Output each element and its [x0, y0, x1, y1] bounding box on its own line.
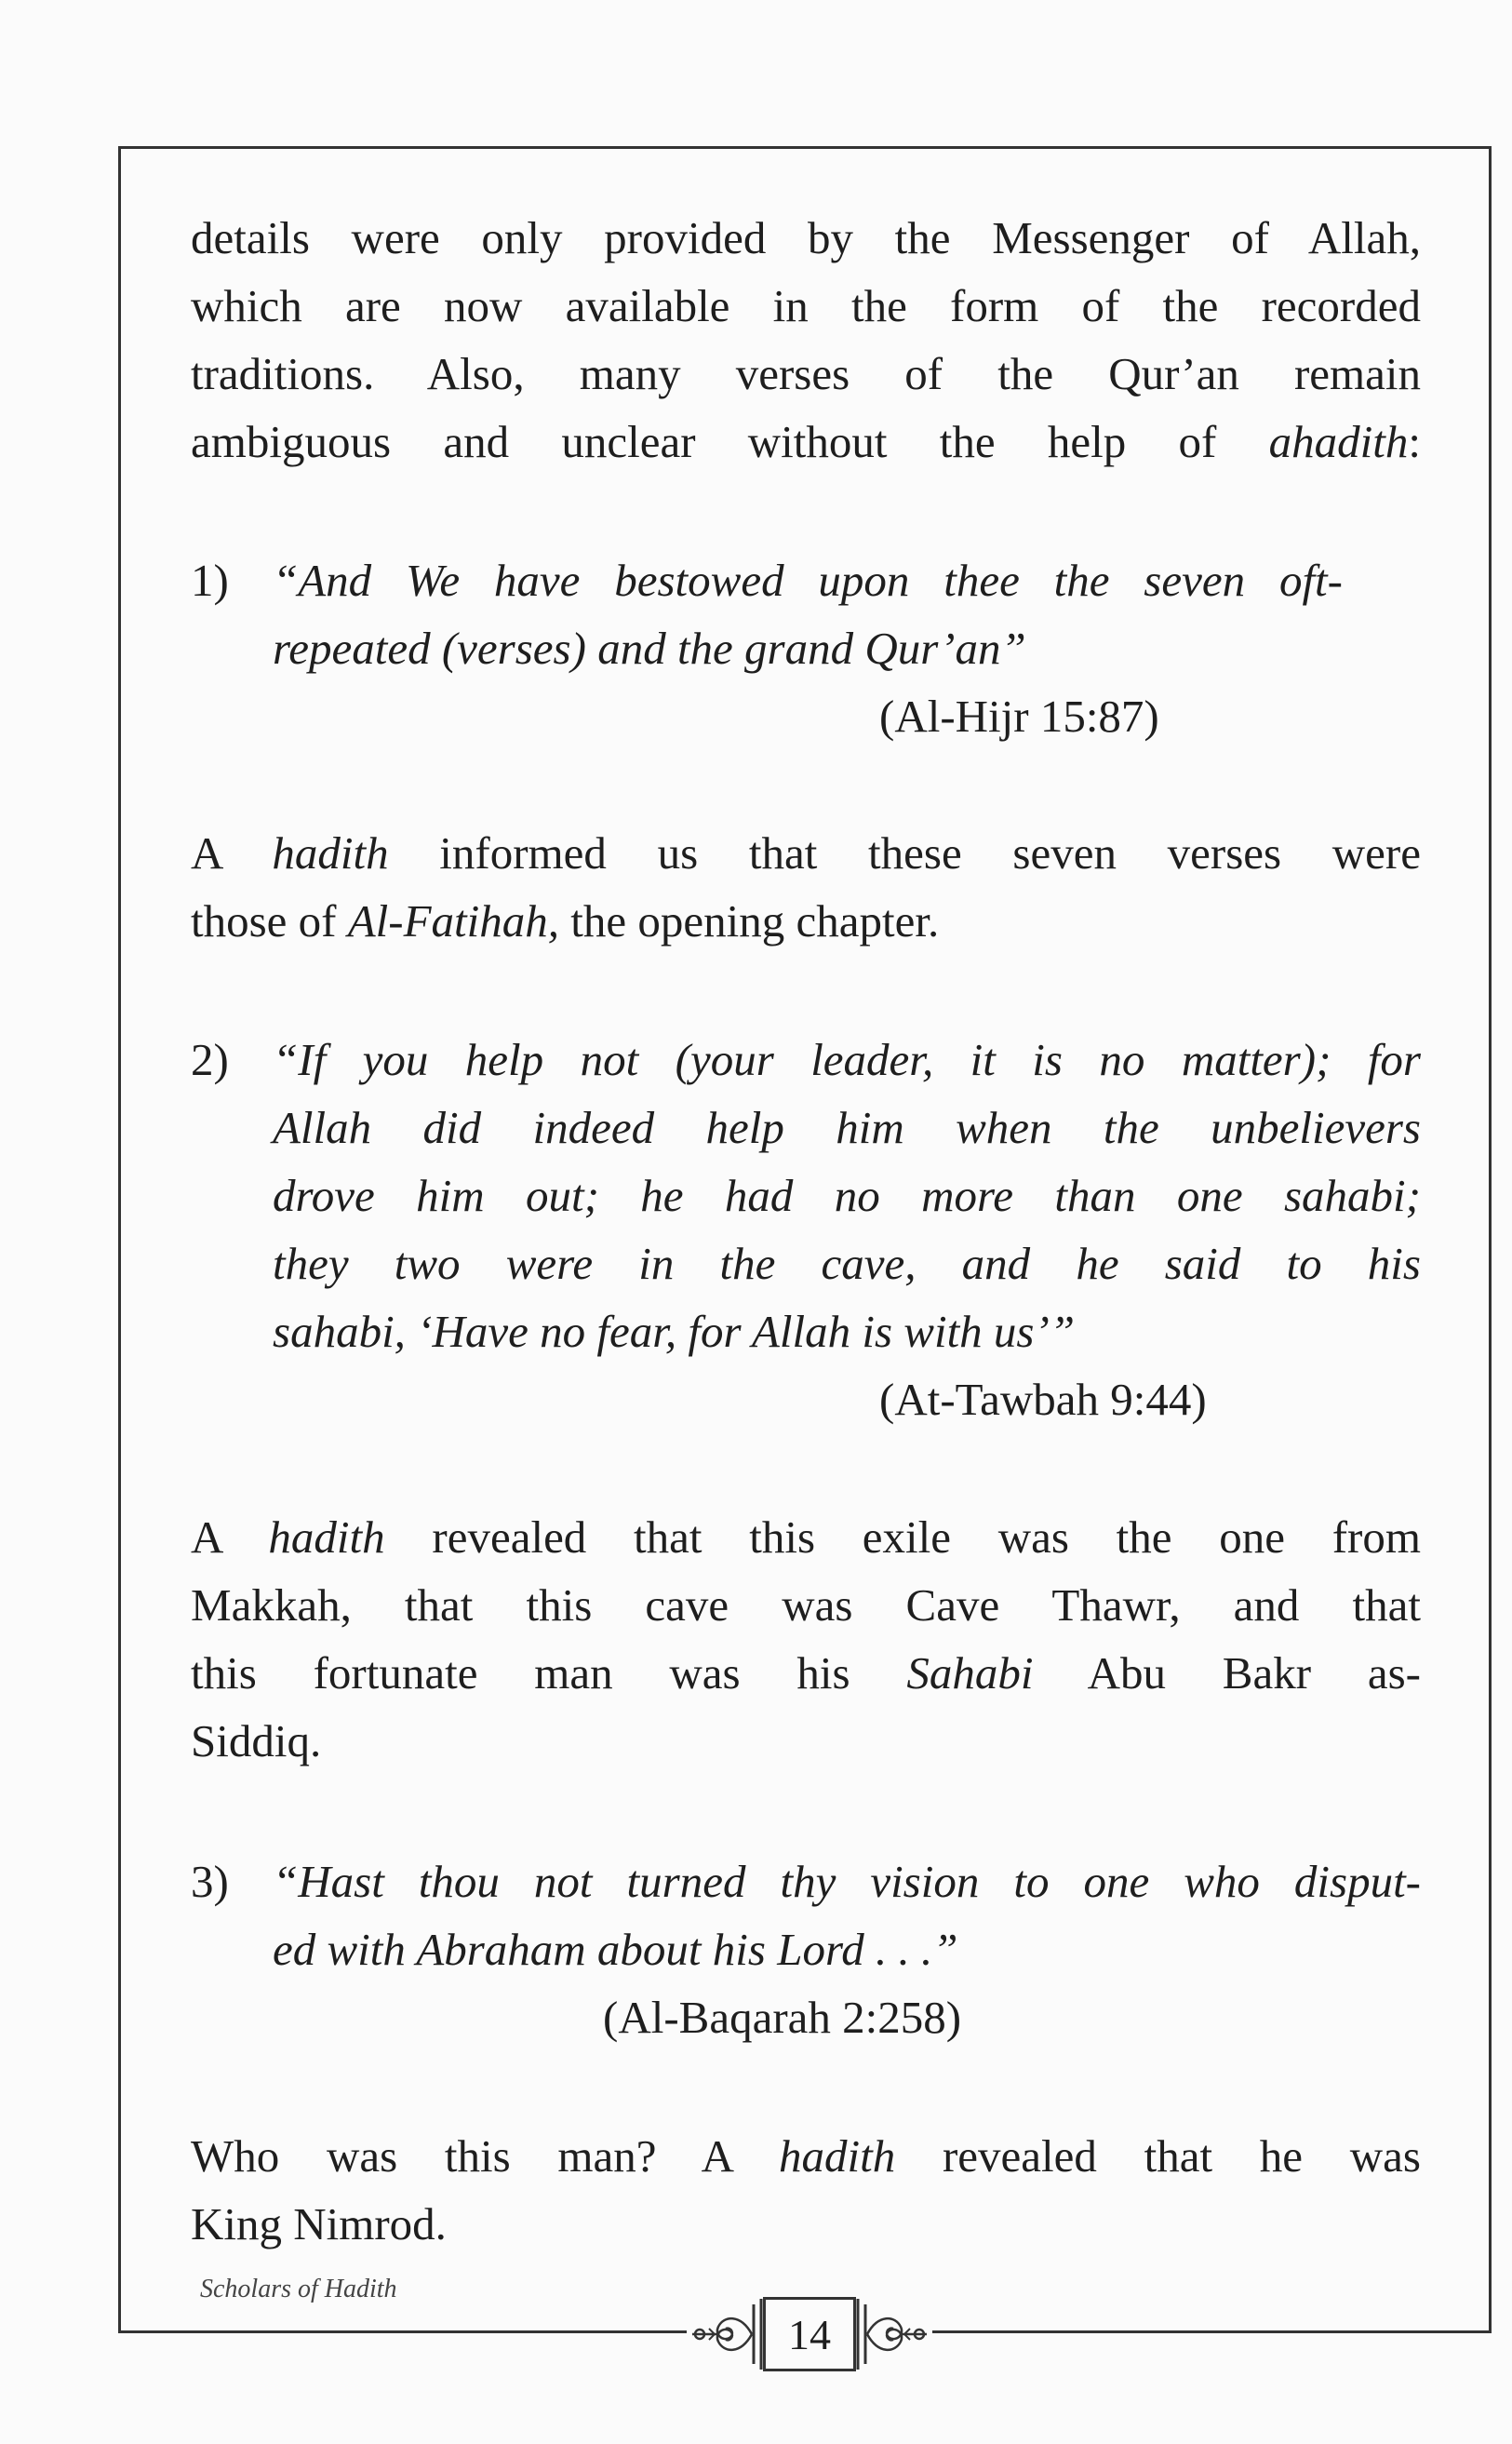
- quote-2: [191, 1026, 1421, 1433]
- emphasis: hadith: [778, 2130, 896, 2182]
- left-ornament-icon: [687, 2295, 763, 2373]
- text-line: Siddiq.: [191, 1715, 322, 1766]
- text-line: details were only provided by the Messenger of Allah,: [191, 212, 1421, 263]
- quote-line: drove him out; he had no more than one sahabi;: [273, 1170, 1421, 1221]
- verse-reference: (Al-Baqarah 2:258): [603, 1992, 962, 2043]
- quote-line: Allah did indeed help him when the unbelievers: [273, 1102, 1421, 1153]
- paragraph-3: [191, 1503, 1421, 1775]
- quote-line: ed with Abraham about his Lord . . .”: [273, 1924, 958, 1975]
- text-run: revealed that this exile was the one from: [384, 1511, 1421, 1563]
- emphasis: ahadith: [1268, 416, 1409, 467]
- text-run: Abu Bakr as-: [1033, 1647, 1421, 1699]
- quote-line: sahabi, ‘Have no fear, for Allah is with us’”: [273, 1306, 1076, 1357]
- paragraph-2: [191, 819, 1421, 955]
- text-line: [191, 887, 1421, 955]
- text-line: [191, 1639, 1421, 1707]
- quote-line: repeated (verses) and the grand Qur’an”: [273, 623, 1026, 674]
- text-line: [191, 819, 1421, 887]
- quote-3: [191, 1847, 1421, 2051]
- text-line: [191, 2122, 1421, 2190]
- text-run: those of: [191, 895, 348, 947]
- text-run: ambiguous and unclear without the help of: [191, 416, 1269, 467]
- text-run: informed us that these seven verses were: [388, 827, 1421, 879]
- text-run: :: [1408, 416, 1421, 467]
- emphasis: Sahabi: [906, 1647, 1034, 1699]
- quote-line: “Hast thou not turned thy vision to one who disput-: [273, 1856, 1421, 1907]
- right-ornament-icon: [856, 2295, 932, 2373]
- text-line: [191, 1503, 1421, 1571]
- text-line: King Nimrod.: [191, 2198, 447, 2249]
- list-number: 2): [191, 1034, 229, 1085]
- text-line: Makkah, that this cave was Cave Thawr, and that: [191, 1579, 1421, 1631]
- quote-line: “If you help not (your leader, it is no matter); for: [273, 1034, 1421, 1085]
- paragraph-4: [191, 2122, 1421, 2258]
- text-run: revealed that he was: [895, 2130, 1421, 2182]
- page-number-text: 14: [788, 2310, 831, 2358]
- text-run: A: [191, 827, 273, 879]
- text-run: the opening chapter.: [559, 895, 940, 947]
- page-number: [763, 2297, 856, 2371]
- quote-line: “And We have bestowed upon thee the seven oft-: [273, 555, 1343, 606]
- list-number: 3): [191, 1856, 229, 1907]
- running-footer-title: Scholars of Hadith: [200, 2275, 397, 2303]
- emphasis: hadith: [272, 827, 389, 879]
- text-line: traditions. Also, many verses of the Qur’an remain: [191, 348, 1421, 399]
- text-run: A: [191, 1511, 269, 1563]
- text-line: [191, 408, 1421, 476]
- verse-reference: (Al-Hijr 15:87): [879, 691, 1159, 742]
- emphasis: Al-Fatihah,: [347, 895, 560, 947]
- paragraph-1: [191, 204, 1421, 476]
- verse-reference: (At-Tawbah 9:44): [879, 1374, 1207, 1425]
- list-number: 1): [191, 555, 229, 606]
- quote-line: they two were in the cave, and he said to his: [273, 1238, 1421, 1289]
- quote-1: [191, 546, 1421, 750]
- emphasis: hadith: [268, 1511, 385, 1563]
- text-run: Who was this man? A: [191, 2130, 779, 2182]
- text-run: this fortunate man was his: [191, 1647, 907, 1699]
- text-line: which are now available in the form of the recorded: [191, 280, 1421, 331]
